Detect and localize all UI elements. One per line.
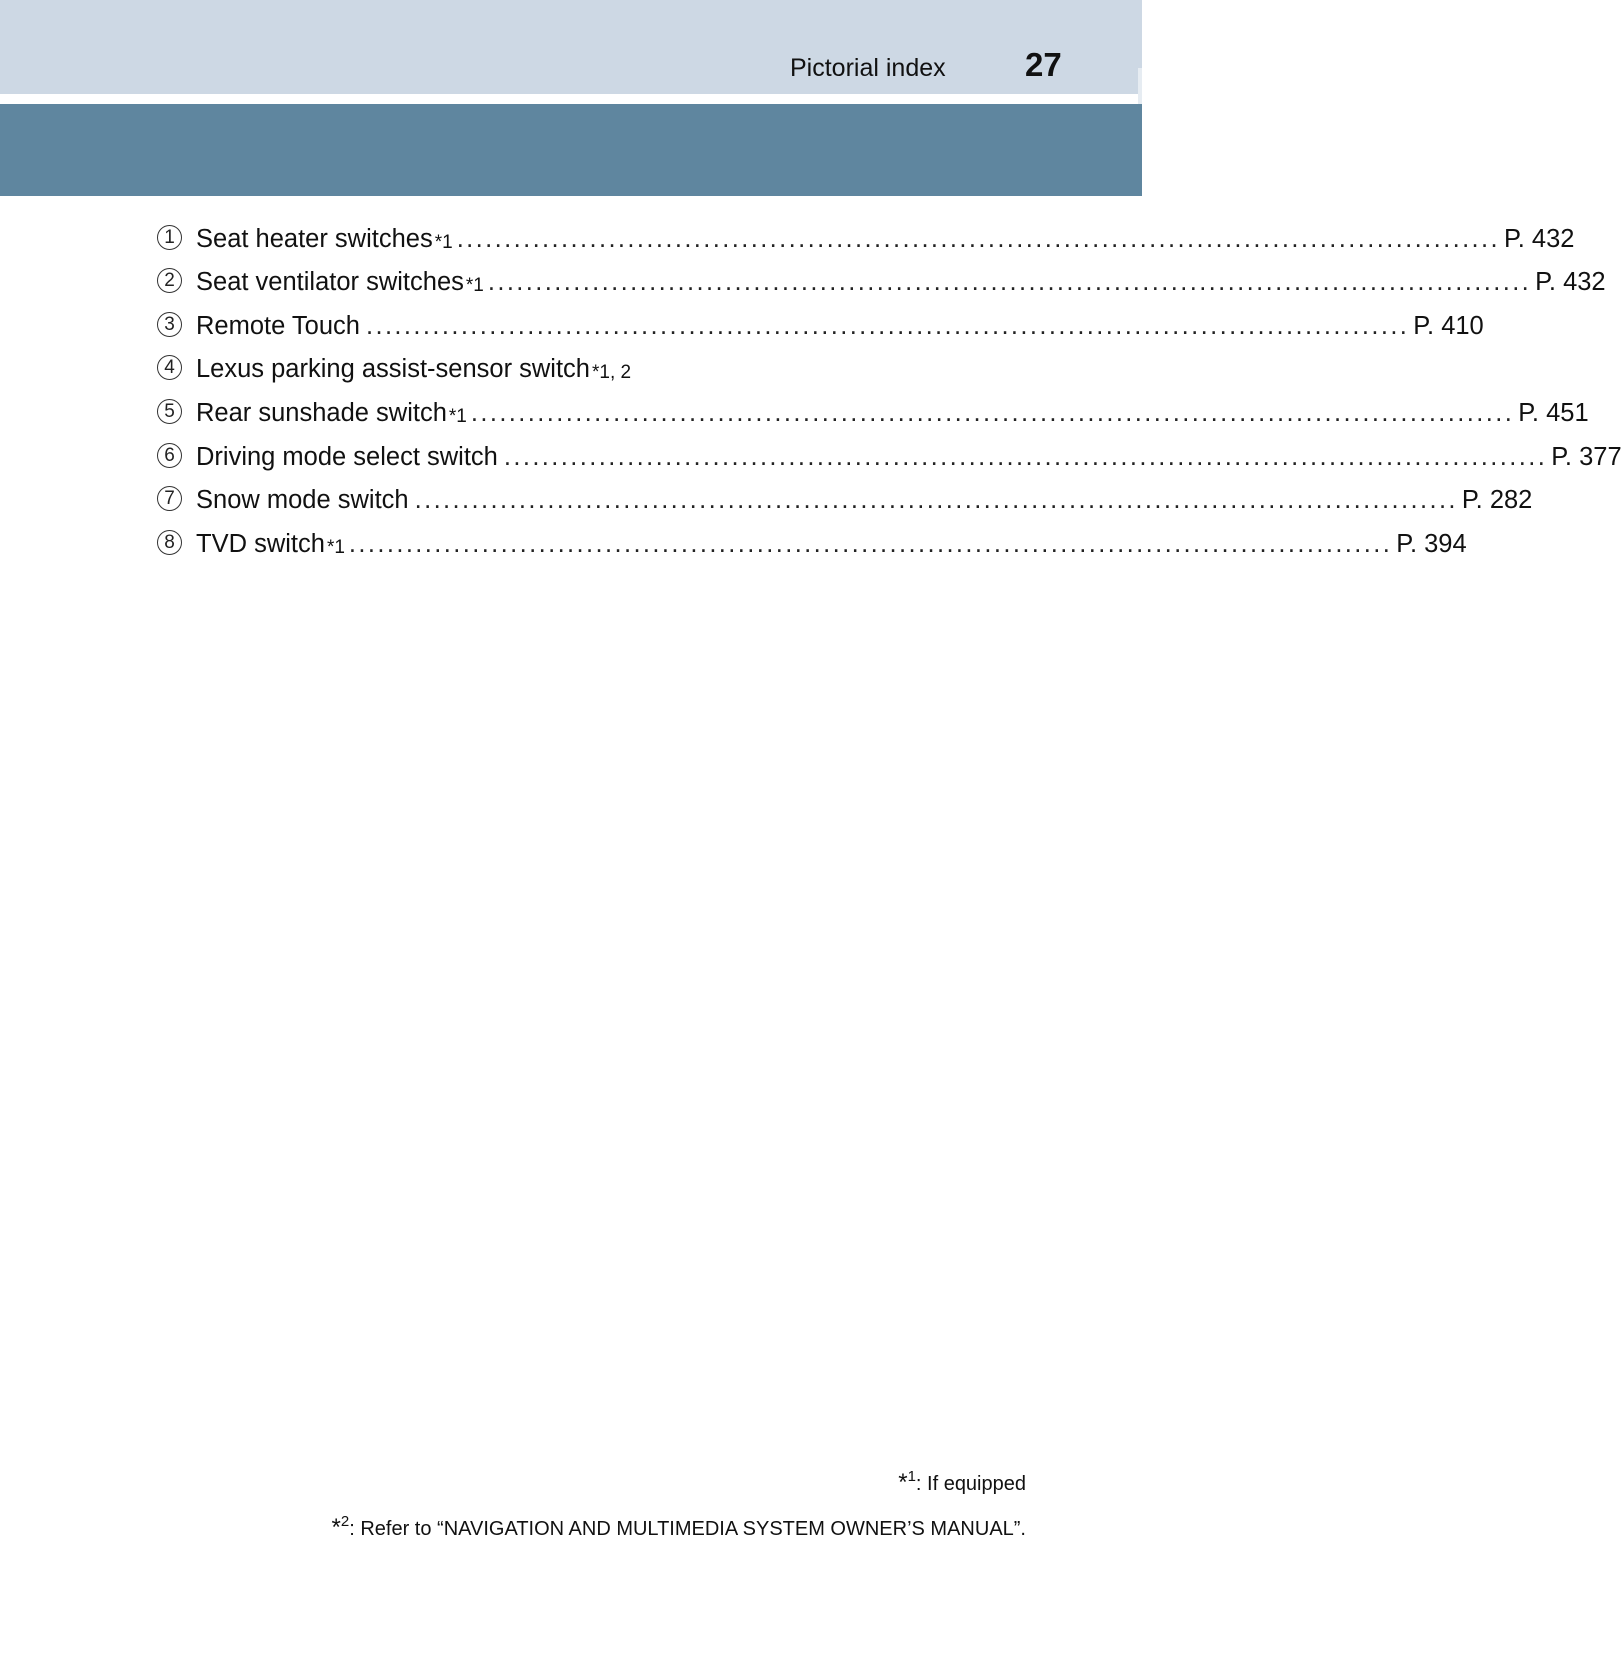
index-item [157,472,1533,516]
item-label: Seat heater switches [196,224,433,253]
item-number: 5 [157,399,182,424]
footnote-number: 2 [340,1513,350,1530]
item-note: *1 [448,405,467,427]
page-reference: P. 432 [1535,268,1606,297]
dot-leader: .............................................................................................................. [456,224,1501,253]
index-item [157,428,1622,472]
footnote-number: 1 [907,1468,916,1485]
item-note: *1, 2 [592,362,632,384]
item-note: *1 [326,536,345,558]
index-item [157,515,1467,559]
item-label: Lexus parking assist-sensor switch [196,355,590,384]
pictorial-index-list [157,210,1622,559]
section-title: Pictorial index [790,54,946,82]
footnote-mark: * [331,1514,341,1541]
item-note: *1 [434,231,453,253]
item-label: Driving mode select switch [196,442,498,471]
header-bar [0,104,1142,196]
footnote-mark: * [898,1469,908,1496]
page-reference: P. 282 [1461,486,1533,515]
dot-leader: .............................................................................................................. [414,486,1458,515]
index-item [157,341,979,385]
item-label: Snow mode switch [196,486,409,515]
dot-leader: .............................................................................................................. [470,398,1515,427]
page-reference: P. 432 [1504,224,1575,253]
item-number: 8 [157,530,182,555]
index-item [157,254,1606,298]
dot-leader: .............................................................................................................. [348,529,1393,558]
item-number: 3 [157,312,182,337]
footnote-text: : If equipped [915,1473,1026,1495]
item-label: TVD switch [196,529,325,558]
item-number: 4 [157,355,182,380]
footnote [332,1503,1026,1548]
dot-leader: .............................................................................................................. [365,311,1410,340]
dot-leader: .............................................................................................................. [503,442,1548,471]
footnotes [332,1458,1026,1548]
index-item [157,210,1575,254]
item-number: 1 [157,225,182,250]
dot-leader: .............................................................................................................. [487,268,1532,297]
item-note: *1 [465,275,484,297]
page-number: 27 [1025,46,1062,83]
page-reference: P. 394 [1396,529,1467,558]
footnote [332,1458,1026,1503]
item-label: Seat ventilator switches [196,268,464,297]
item-number: 7 [157,486,182,511]
index-item [157,297,1484,341]
index-item [157,384,1589,428]
item-label: Remote Touch [196,311,360,340]
item-number: 6 [157,443,182,468]
page-reference: P. 377 [1551,442,1622,471]
footnote-text: : Refer to “NAVIGATION AND MULTIMEDIA SYSTEM OWNER’S MANUAL”. [349,1518,1026,1540]
header-band [0,0,1142,94]
item-number: 2 [157,268,182,293]
page-reference: P. 451 [1518,398,1589,427]
item-label: Rear sunshade switch [196,398,447,427]
page-reference: P. 410 [1413,311,1484,340]
